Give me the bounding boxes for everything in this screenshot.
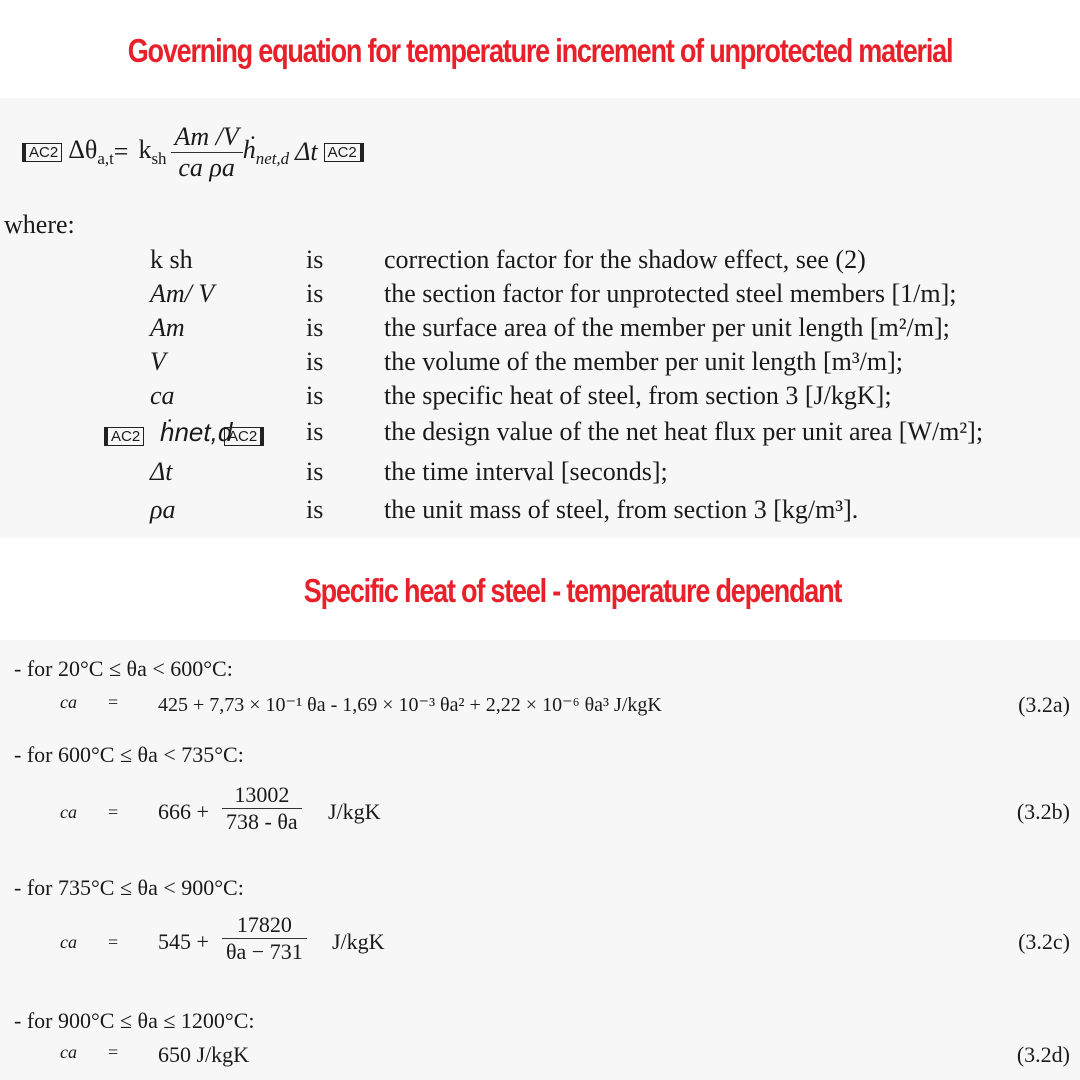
equals-sign: = bbox=[108, 802, 119, 822]
equation-fraction bbox=[222, 782, 302, 835]
definition-is: is bbox=[306, 381, 324, 410]
fraction-denominator: ca ρa bbox=[178, 152, 235, 182]
definition-row bbox=[0, 245, 1080, 279]
equation-row bbox=[0, 912, 1080, 982]
fraction-denominator: θa − 731 bbox=[226, 939, 303, 964]
equation-label: (3.2d) bbox=[1016, 1042, 1070, 1067]
definition-symbol: Am bbox=[150, 313, 185, 342]
definition-description: the unit mass of steel, from section 3 [kg/m³]. bbox=[384, 495, 859, 524]
definition-is: is bbox=[306, 279, 324, 308]
ca-symbol: ca bbox=[60, 692, 77, 712]
where-label: where: bbox=[4, 210, 75, 239]
fraction-numerator: 13002 bbox=[222, 782, 302, 809]
equation-rhs: 425 + 7,73 × 10⁻¹ θa - 1,69 × 10⁻³ θa² + 2,22 × 10⁻⁶ θa³ J/kgK bbox=[158, 694, 662, 716]
equation-row bbox=[0, 1042, 1080, 1072]
definition-description: the section factor for unprotected steel members [1/m]; bbox=[384, 279, 957, 308]
definition-row bbox=[0, 279, 1080, 313]
definition-symbol: Δt bbox=[150, 457, 173, 486]
ca-symbol: ca bbox=[60, 802, 77, 822]
condition-text: - for 600°C ≤ θa < 735°C: bbox=[14, 742, 244, 767]
definition-is: is bbox=[306, 347, 324, 376]
definition-symbol: k sh bbox=[150, 245, 193, 274]
equals-sign: = bbox=[113, 137, 129, 166]
equation-unit: J/kgK bbox=[328, 799, 381, 824]
definition-row bbox=[0, 381, 1080, 415]
ac2-marker-open: AC2 bbox=[104, 419, 144, 449]
equation-label: (3.2b) bbox=[1016, 799, 1070, 824]
fraction-denominator: 738 - θa bbox=[226, 809, 298, 834]
equation-label: (3.2a) bbox=[1018, 692, 1070, 717]
definition-symbol: Am/ V bbox=[150, 279, 215, 308]
definition-description: the design value of the net heat flux per unit area [W/m²]; bbox=[384, 417, 984, 446]
equation-unit: J/kgK bbox=[332, 929, 385, 954]
section-factor-fraction bbox=[171, 122, 243, 183]
specific-heat-heading: Specific heat of steel - temperature dependant bbox=[303, 572, 842, 609]
definition-description: the specific heat of steel, from section 3 [J/kgK]; bbox=[384, 381, 892, 410]
equation-constant: 545 + bbox=[158, 929, 209, 954]
ac2-marker-open: AC2 bbox=[22, 143, 62, 162]
delta-theta: $\Delta\theta_{a,t}$ bbox=[68, 134, 114, 169]
definition-symbol: ca bbox=[150, 381, 175, 410]
equation-row bbox=[0, 692, 1080, 722]
equation-label: (3.2c) bbox=[1018, 929, 1070, 954]
definition-symbol: ρa bbox=[150, 495, 176, 524]
definition-is: is bbox=[306, 417, 324, 446]
definition-row bbox=[0, 313, 1080, 347]
definition-symbol: ḣnet,d bbox=[160, 417, 233, 447]
definition-row bbox=[0, 347, 1080, 381]
ac2-marker-close: AC2 bbox=[324, 143, 364, 162]
condition-text: - for 735°C ≤ θa < 900°C: bbox=[14, 875, 244, 900]
condition-text: - for 900°C ≤ θa ≤ 1200°C: bbox=[14, 1008, 255, 1033]
definition-description: the volume of the member per unit length [m³/m]; bbox=[384, 347, 903, 376]
definition-is: is bbox=[306, 313, 324, 342]
governing-equation-heading: Governing equation for temperature increment of unprotected material bbox=[127, 32, 953, 69]
equals-sign: = bbox=[108, 932, 119, 952]
definition-description: the time interval [seconds]; bbox=[384, 457, 668, 486]
condition-text: - for 20°C ≤ θa < 600°C: bbox=[14, 656, 233, 681]
equation-rhs: 650 J/kgK bbox=[158, 1042, 250, 1067]
definition-row bbox=[0, 457, 1080, 491]
equation-row bbox=[0, 782, 1080, 852]
equation-fraction bbox=[222, 912, 307, 965]
ca-symbol: ca bbox=[60, 932, 77, 952]
definition-symbol: V bbox=[150, 347, 166, 376]
definition-is: is bbox=[306, 457, 324, 486]
heat-flux-symbol: ḣ$_{net,d}$ bbox=[242, 134, 290, 169]
definition-is: is bbox=[306, 495, 324, 524]
definition-description: correction factor for the shadow effect, see (2) bbox=[384, 245, 866, 274]
ca-symbol: ca bbox=[60, 1042, 77, 1062]
equals-sign: = bbox=[108, 692, 119, 712]
definition-description: the surface area of the member per unit length [m²/m]; bbox=[384, 313, 950, 342]
k-sh: $k_{sh}$ bbox=[138, 134, 167, 169]
fraction-numerator: 17820 bbox=[222, 912, 307, 939]
definition-row bbox=[0, 495, 1080, 529]
definition-row bbox=[0, 417, 1080, 451]
definition-is: is bbox=[306, 245, 324, 274]
delta-t: Δt bbox=[295, 137, 318, 166]
equation-constant: 666 + bbox=[158, 799, 209, 824]
fraction-numerator: Am /V bbox=[171, 122, 243, 153]
governing-equation bbox=[22, 112, 364, 192]
ac2-marker-close: AC2 bbox=[224, 419, 264, 449]
equals-sign: = bbox=[108, 1042, 119, 1062]
